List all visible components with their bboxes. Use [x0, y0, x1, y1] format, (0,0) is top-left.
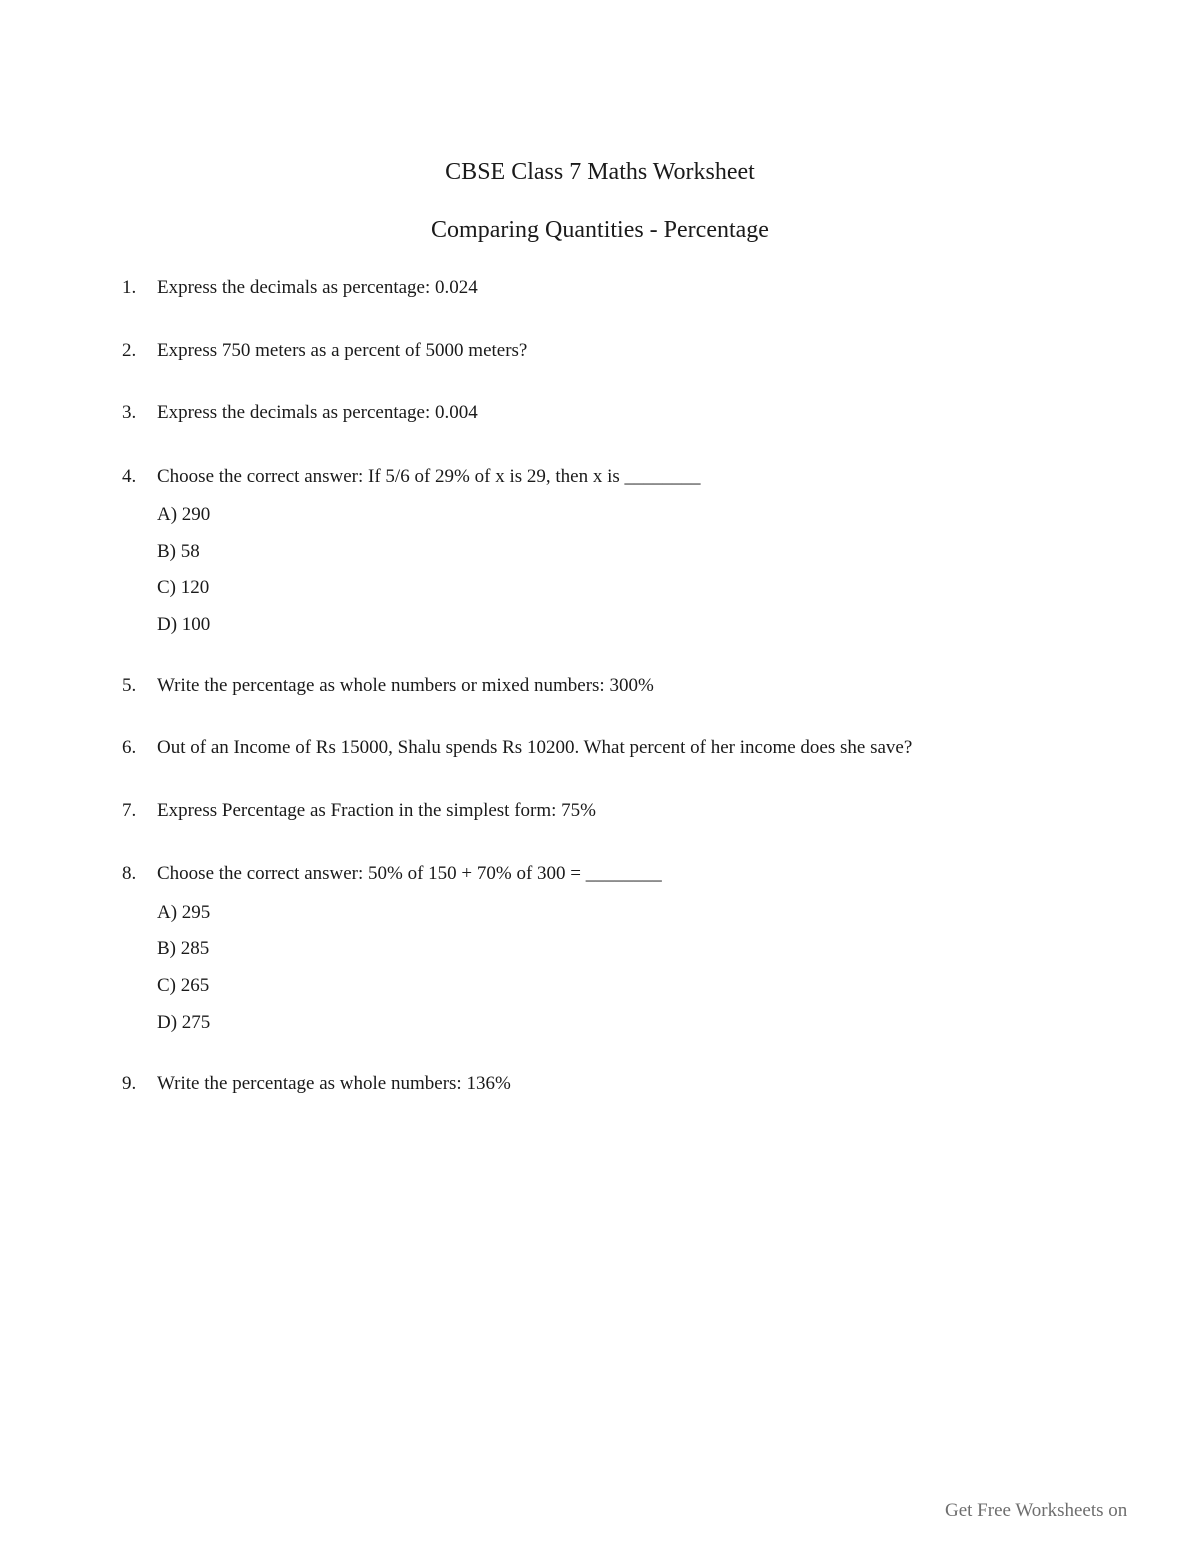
question-text: Express the decimals as percentage: 0.024: [157, 277, 478, 298]
question-8-option-b: B) 285: [157, 938, 210, 959]
footer-text: Get Free Worksheets on: [945, 1500, 1128, 1521]
question-number: 7.: [122, 800, 137, 821]
question-8-option-d: D) 275: [157, 1012, 211, 1033]
question-number: 3.: [122, 402, 137, 423]
question-4-option-b: B) 58: [157, 541, 200, 562]
worksheet-title: CBSE Class 7 Maths Worksheet: [445, 159, 755, 185]
question-text: Express 750 meters as a percent of 5000 meters?: [157, 340, 528, 361]
question-number: 4.: [122, 466, 137, 487]
question-8-option-a: A) 295: [157, 902, 211, 923]
question-number: 8.: [122, 863, 137, 884]
question-text: Out of an Income of Rs 15000, Shalu spends Rs 10200. What percent of her income does she save?: [157, 737, 913, 758]
question-8-option-c: C) 265: [157, 975, 210, 996]
worksheet-subtitle: Comparing Quantities - Percentage: [431, 217, 769, 243]
question-text: Express the decimals as percentage: 0.004: [157, 402, 478, 423]
question-number: 1.: [122, 277, 137, 298]
question-number: 5.: [122, 675, 137, 696]
question-text: Choose the correct answer: If 5/6 of 29% of x is 29, then x is ________: [157, 466, 701, 487]
question-4-option-a: A) 290: [157, 504, 211, 525]
question-number: 2.: [122, 340, 137, 361]
question-text: Express Percentage as Fraction in the simplest form: 75%: [157, 800, 597, 821]
question-text: Choose the correct answer: 50% of 150 + 70% of 300 = ________: [157, 863, 662, 884]
question-text: Write the percentage as whole numbers: 136%: [157, 1073, 511, 1094]
question-4-option-c: C) 120: [157, 577, 210, 598]
question-text: Write the percentage as whole numbers or mixed numbers: 300%: [157, 675, 654, 696]
question-number: 9.: [122, 1073, 137, 1094]
question-4-option-d: D) 100: [157, 614, 211, 635]
question-number: 6.: [122, 737, 137, 758]
